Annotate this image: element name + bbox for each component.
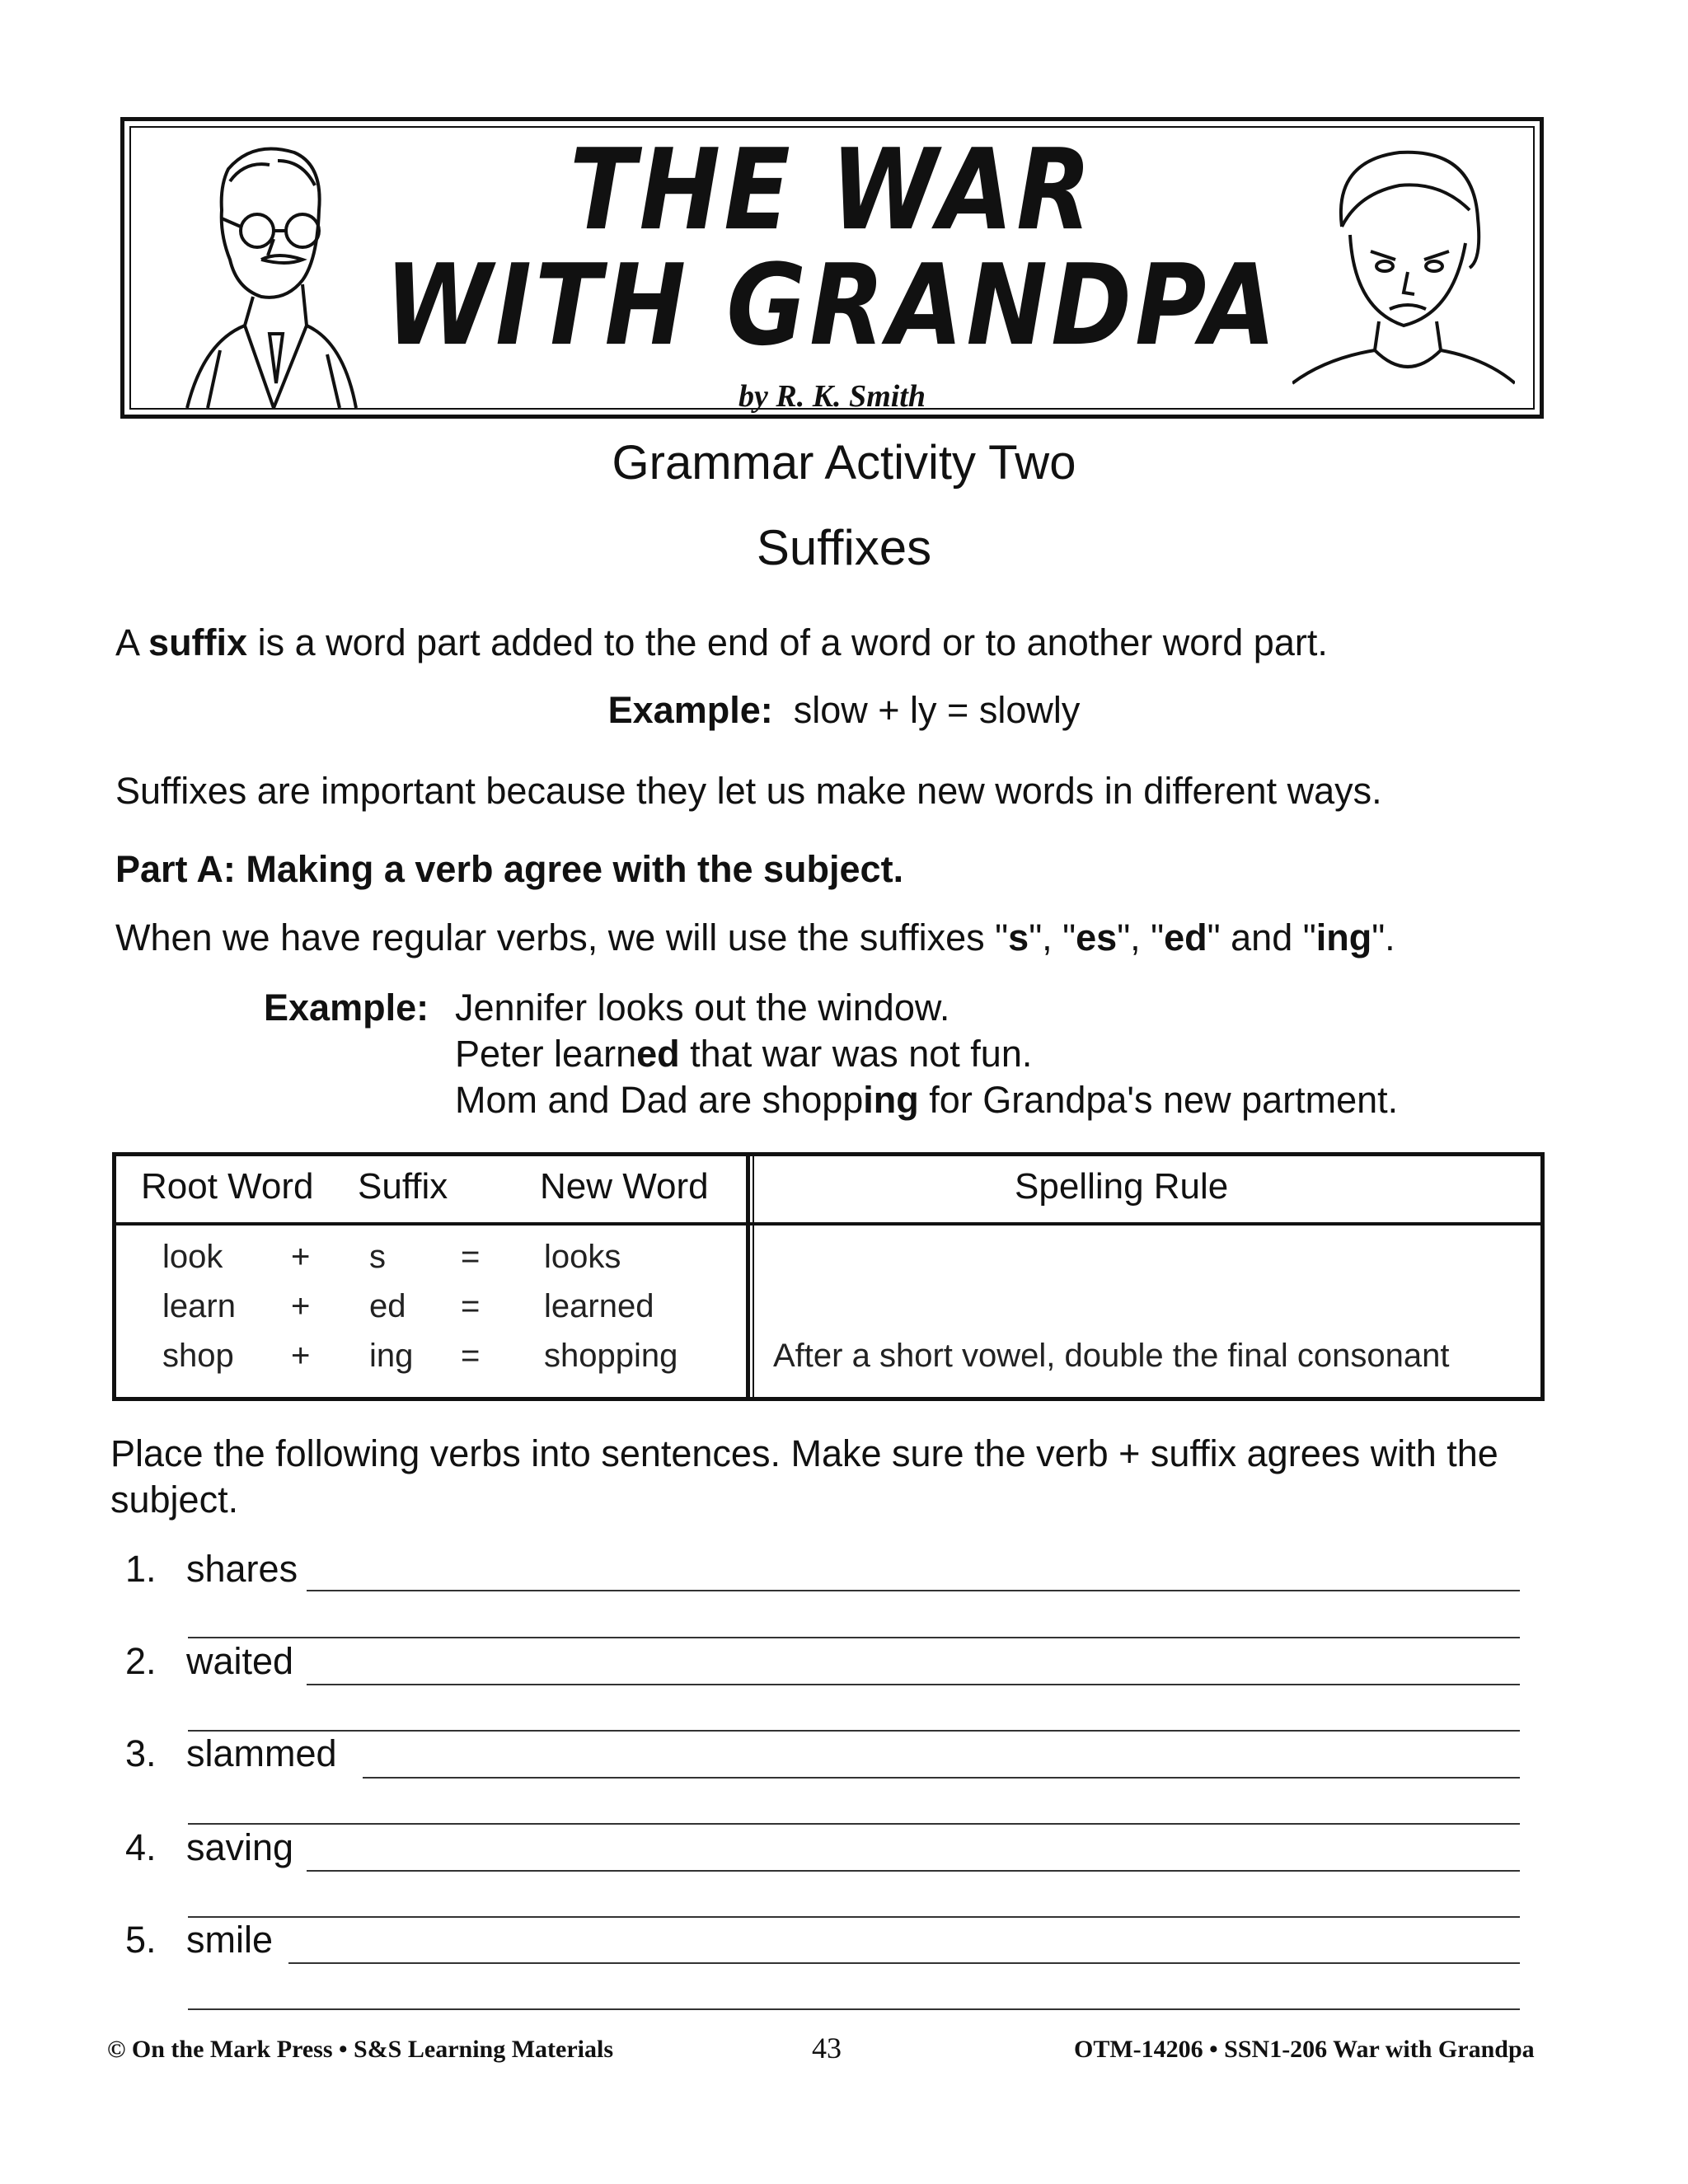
topic-title: Suffixes — [756, 520, 932, 575]
cell-suffix: ed — [369, 1288, 406, 1324]
main-example-label: Example: — [607, 689, 773, 731]
table-divider — [753, 1156, 754, 1397]
exercise-word: shares — [186, 1548, 298, 1590]
separator: " and " — [1207, 916, 1316, 958]
table-divider — [746, 1156, 750, 1397]
answer-line-5a[interactable] — [288, 1962, 1520, 1964]
definition-rest: is a word part added to the end of a word or to another word part. — [247, 621, 1328, 663]
sentence-part: Mom and Dad are shopp — [455, 1079, 864, 1121]
exercise-word: saving — [186, 1826, 294, 1868]
sentence-suffix: ed — [636, 1033, 680, 1075]
cell-root: learn — [162, 1288, 236, 1324]
answer-line-3b[interactable] — [188, 1823, 1520, 1825]
sentence-part: Peter learn — [455, 1033, 637, 1075]
cell-plus: + — [291, 1338, 311, 1374]
activity-title: Grammar Activity Two — [612, 436, 1076, 490]
title-banner — [120, 117, 1544, 419]
suffix-definition — [115, 620, 1328, 666]
answer-line-4b[interactable] — [188, 1916, 1520, 1918]
cell-equals: = — [461, 1239, 481, 1275]
author-byline: by R. K. Smith — [738, 379, 926, 414]
title-line-2: WITH GRANDPA — [384, 239, 1280, 371]
regular-verbs-text — [115, 915, 1395, 961]
answer-line-2b[interactable] — [188, 1730, 1520, 1732]
cell-spelling-rule: After a short vowel, double the final consonant — [773, 1338, 1450, 1374]
separator: ", " — [1117, 916, 1165, 958]
page-number: 43 — [812, 2032, 842, 2064]
exercise-word: smile — [186, 1919, 274, 1961]
table-header-divider — [116, 1222, 1540, 1226]
exercise-number: 3. — [125, 1732, 157, 1774]
cell-equals: = — [461, 1338, 481, 1374]
suffix-table — [112, 1152, 1545, 1401]
exercise-word: slammed — [186, 1732, 337, 1774]
main-example — [0, 687, 1688, 733]
cell-new-word: learned — [544, 1288, 654, 1324]
answer-line-3a[interactable] — [363, 1777, 1520, 1779]
answer-line-1a[interactable] — [307, 1590, 1520, 1591]
cell-plus: + — [291, 1239, 311, 1275]
cell-suffix: ing — [369, 1338, 414, 1374]
part-a-heading: Part A: Making a verb agree with the subject. — [115, 848, 904, 890]
cell-suffix: s — [369, 1239, 386, 1275]
answer-line-1b[interactable] — [188, 1637, 1520, 1638]
separator: ". — [1372, 916, 1395, 958]
suffix-s: s — [1008, 916, 1029, 958]
main-example-equation: slow + ly = slowly — [793, 689, 1081, 731]
cell-new-word: looks — [544, 1239, 621, 1275]
cell-equals: = — [461, 1288, 481, 1324]
cell-new-word: shopping — [544, 1338, 678, 1374]
instructions-text: Place the following verbs into sentences. Make sure the verb + suffix agrees with the subject. — [110, 1432, 1498, 1521]
answer-line-4a[interactable] — [307, 1870, 1520, 1872]
title-line-1: THE WAR — [569, 124, 1095, 255]
example-sentence-3 — [455, 1077, 1398, 1123]
suffix-es: es — [1076, 916, 1118, 958]
separator: ", " — [1029, 916, 1076, 958]
exercise-number: 1. — [125, 1548, 157, 1590]
suffix-ed: ed — [1164, 916, 1207, 958]
suffix-ing: ing — [1315, 916, 1372, 958]
cell-plus: + — [291, 1288, 311, 1324]
sentence-part: for Grandpa's new partment. — [918, 1079, 1399, 1121]
importance-text: Suffixes are important because they let us make new words in different ways. — [115, 770, 1382, 812]
header-suffix: Suffix — [358, 1166, 448, 1207]
answer-line-5b[interactable] — [188, 2008, 1520, 2010]
definition-term: suffix — [148, 621, 248, 663]
regular-verbs-intro: When we have regular verbs, we will use the suffixes " — [115, 916, 1009, 958]
exercise-number: 5. — [125, 1919, 157, 1961]
cell-root: look — [162, 1239, 223, 1275]
sentence-suffix: ing — [863, 1079, 919, 1121]
boy-portrait-icon — [1292, 136, 1515, 408]
grandpa-portrait-icon — [171, 136, 360, 408]
exercise-number: 2. — [125, 1640, 157, 1682]
footer-copyright: © On the Mark Press • S&S Learning Materials — [107, 2036, 613, 2063]
header-new-word: New Word — [540, 1166, 709, 1207]
header-spelling-rule: Spelling Rule — [1015, 1166, 1229, 1207]
exercise-word: waited — [186, 1640, 294, 1682]
footer-product-code: OTM-14206 • SSN1-206 War with Grandpa — [1074, 2036, 1535, 2063]
header-root-word: Root Word — [141, 1166, 314, 1207]
exercise-number: 4. — [125, 1826, 157, 1868]
answer-line-2a[interactable] — [307, 1684, 1520, 1685]
example-label: Example: — [264, 987, 429, 1029]
example-sentence-1: Jennifer looks out the window. — [455, 987, 950, 1029]
example-sentence-2 — [455, 1031, 1032, 1077]
sentence-part: that war was not fun. — [679, 1033, 1033, 1075]
cell-root: shop — [162, 1338, 234, 1374]
definition-prefix: A — [115, 621, 149, 663]
